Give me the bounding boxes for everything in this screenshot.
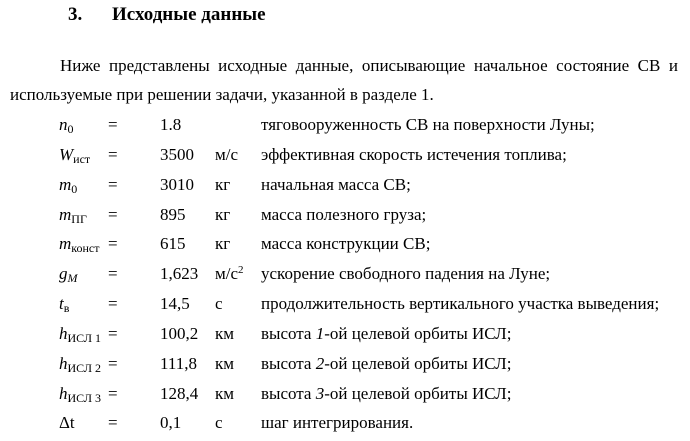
param-value: 3010: [160, 175, 194, 194]
param-equals: =: [108, 264, 118, 283]
param-description: ускорение свободного падения на Луне;: [261, 264, 551, 283]
param-symbol: $g_M$: [59, 264, 78, 285]
param-value: 1.8: [160, 115, 182, 134]
param-equals: =: [108, 294, 118, 313]
section-heading: [68, 4, 266, 26]
param-description: высота 3-ой целевой орбиты ИСЛ;: [261, 384, 512, 403]
param-unit: кг: [215, 234, 231, 253]
param-unit: м/с: [215, 145, 239, 164]
param-symbol: $h_{ИСЛ 2}$: [59, 354, 102, 375]
param-equals: =: [108, 384, 118, 403]
param-value: 0,1: [160, 413, 182, 432]
param-unit: с: [215, 413, 223, 432]
param-symbol: $m_{ПГ}$: [59, 205, 87, 226]
param-description: продолжительность вертикального участка выведения;: [261, 294, 660, 313]
intro-paragraph: [10, 51, 678, 109]
param-symbol: $m_{конст}$: [59, 234, 100, 255]
param-value: 111,8: [160, 354, 197, 373]
param-description: тяговооруженность СВ на поверхности Луны;: [261, 115, 595, 134]
param-description: масса конструкции СВ;: [261, 234, 431, 253]
param-value: 3500: [160, 145, 194, 164]
param-value: 615: [160, 234, 186, 253]
param-symbol: $n_0$: [59, 115, 74, 136]
param-description: эффективная скорость истечения топлива;: [261, 145, 567, 164]
param-symbol: $t_в$: [59, 294, 70, 315]
intro-line-2: используемые при решении задачи, указанной в разделе 1.: [10, 85, 434, 104]
param-unit: км: [215, 354, 235, 373]
param-symbol: $W_{ист}$: [59, 145, 91, 166]
param-unit: км: [215, 324, 235, 343]
param-unit: $м/с^2$: [215, 264, 244, 283]
section-number: 3.: [68, 4, 83, 25]
param-unit: кг: [215, 175, 231, 194]
param-symbol: $h_{ИСЛ 3}$: [59, 384, 102, 405]
param-value: 14,5: [160, 294, 190, 313]
param-equals: =: [108, 354, 118, 373]
param-symbol: $m_0$: [59, 175, 78, 196]
param-value: 128,4: [160, 384, 199, 403]
param-description: высота 2-ой целевой орбиты ИСЛ;: [261, 354, 512, 373]
param-unit: км: [215, 384, 235, 403]
param-equals: =: [108, 205, 118, 224]
param-symbol: Δt: [59, 413, 75, 432]
param-value: 895: [160, 205, 186, 224]
param-symbol: $h_{ИСЛ 1}$: [59, 324, 102, 345]
param-description: масса полезного груза;: [261, 205, 427, 224]
param-unit: с: [215, 294, 223, 313]
param-unit: кг: [215, 205, 231, 224]
param-value: 1,623: [160, 264, 199, 283]
param-description: шаг интегрирования.: [261, 413, 414, 432]
intro-line-1: Ниже представлены исходные данные, описывающие начальное состояние СВ и: [60, 56, 678, 75]
param-equals: =: [108, 234, 118, 253]
param-value: 100,2: [160, 324, 199, 343]
param-description: начальная масса СВ;: [261, 175, 411, 194]
param-equals: =: [108, 324, 118, 343]
param-equals: =: [108, 115, 118, 134]
section-title: Исходные данные: [112, 4, 266, 25]
param-equals: =: [108, 145, 118, 164]
param-equals: =: [108, 175, 118, 194]
param-equals: =: [108, 413, 118, 432]
param-description: высота 1-ой целевой орбиты ИСЛ;: [261, 324, 512, 343]
